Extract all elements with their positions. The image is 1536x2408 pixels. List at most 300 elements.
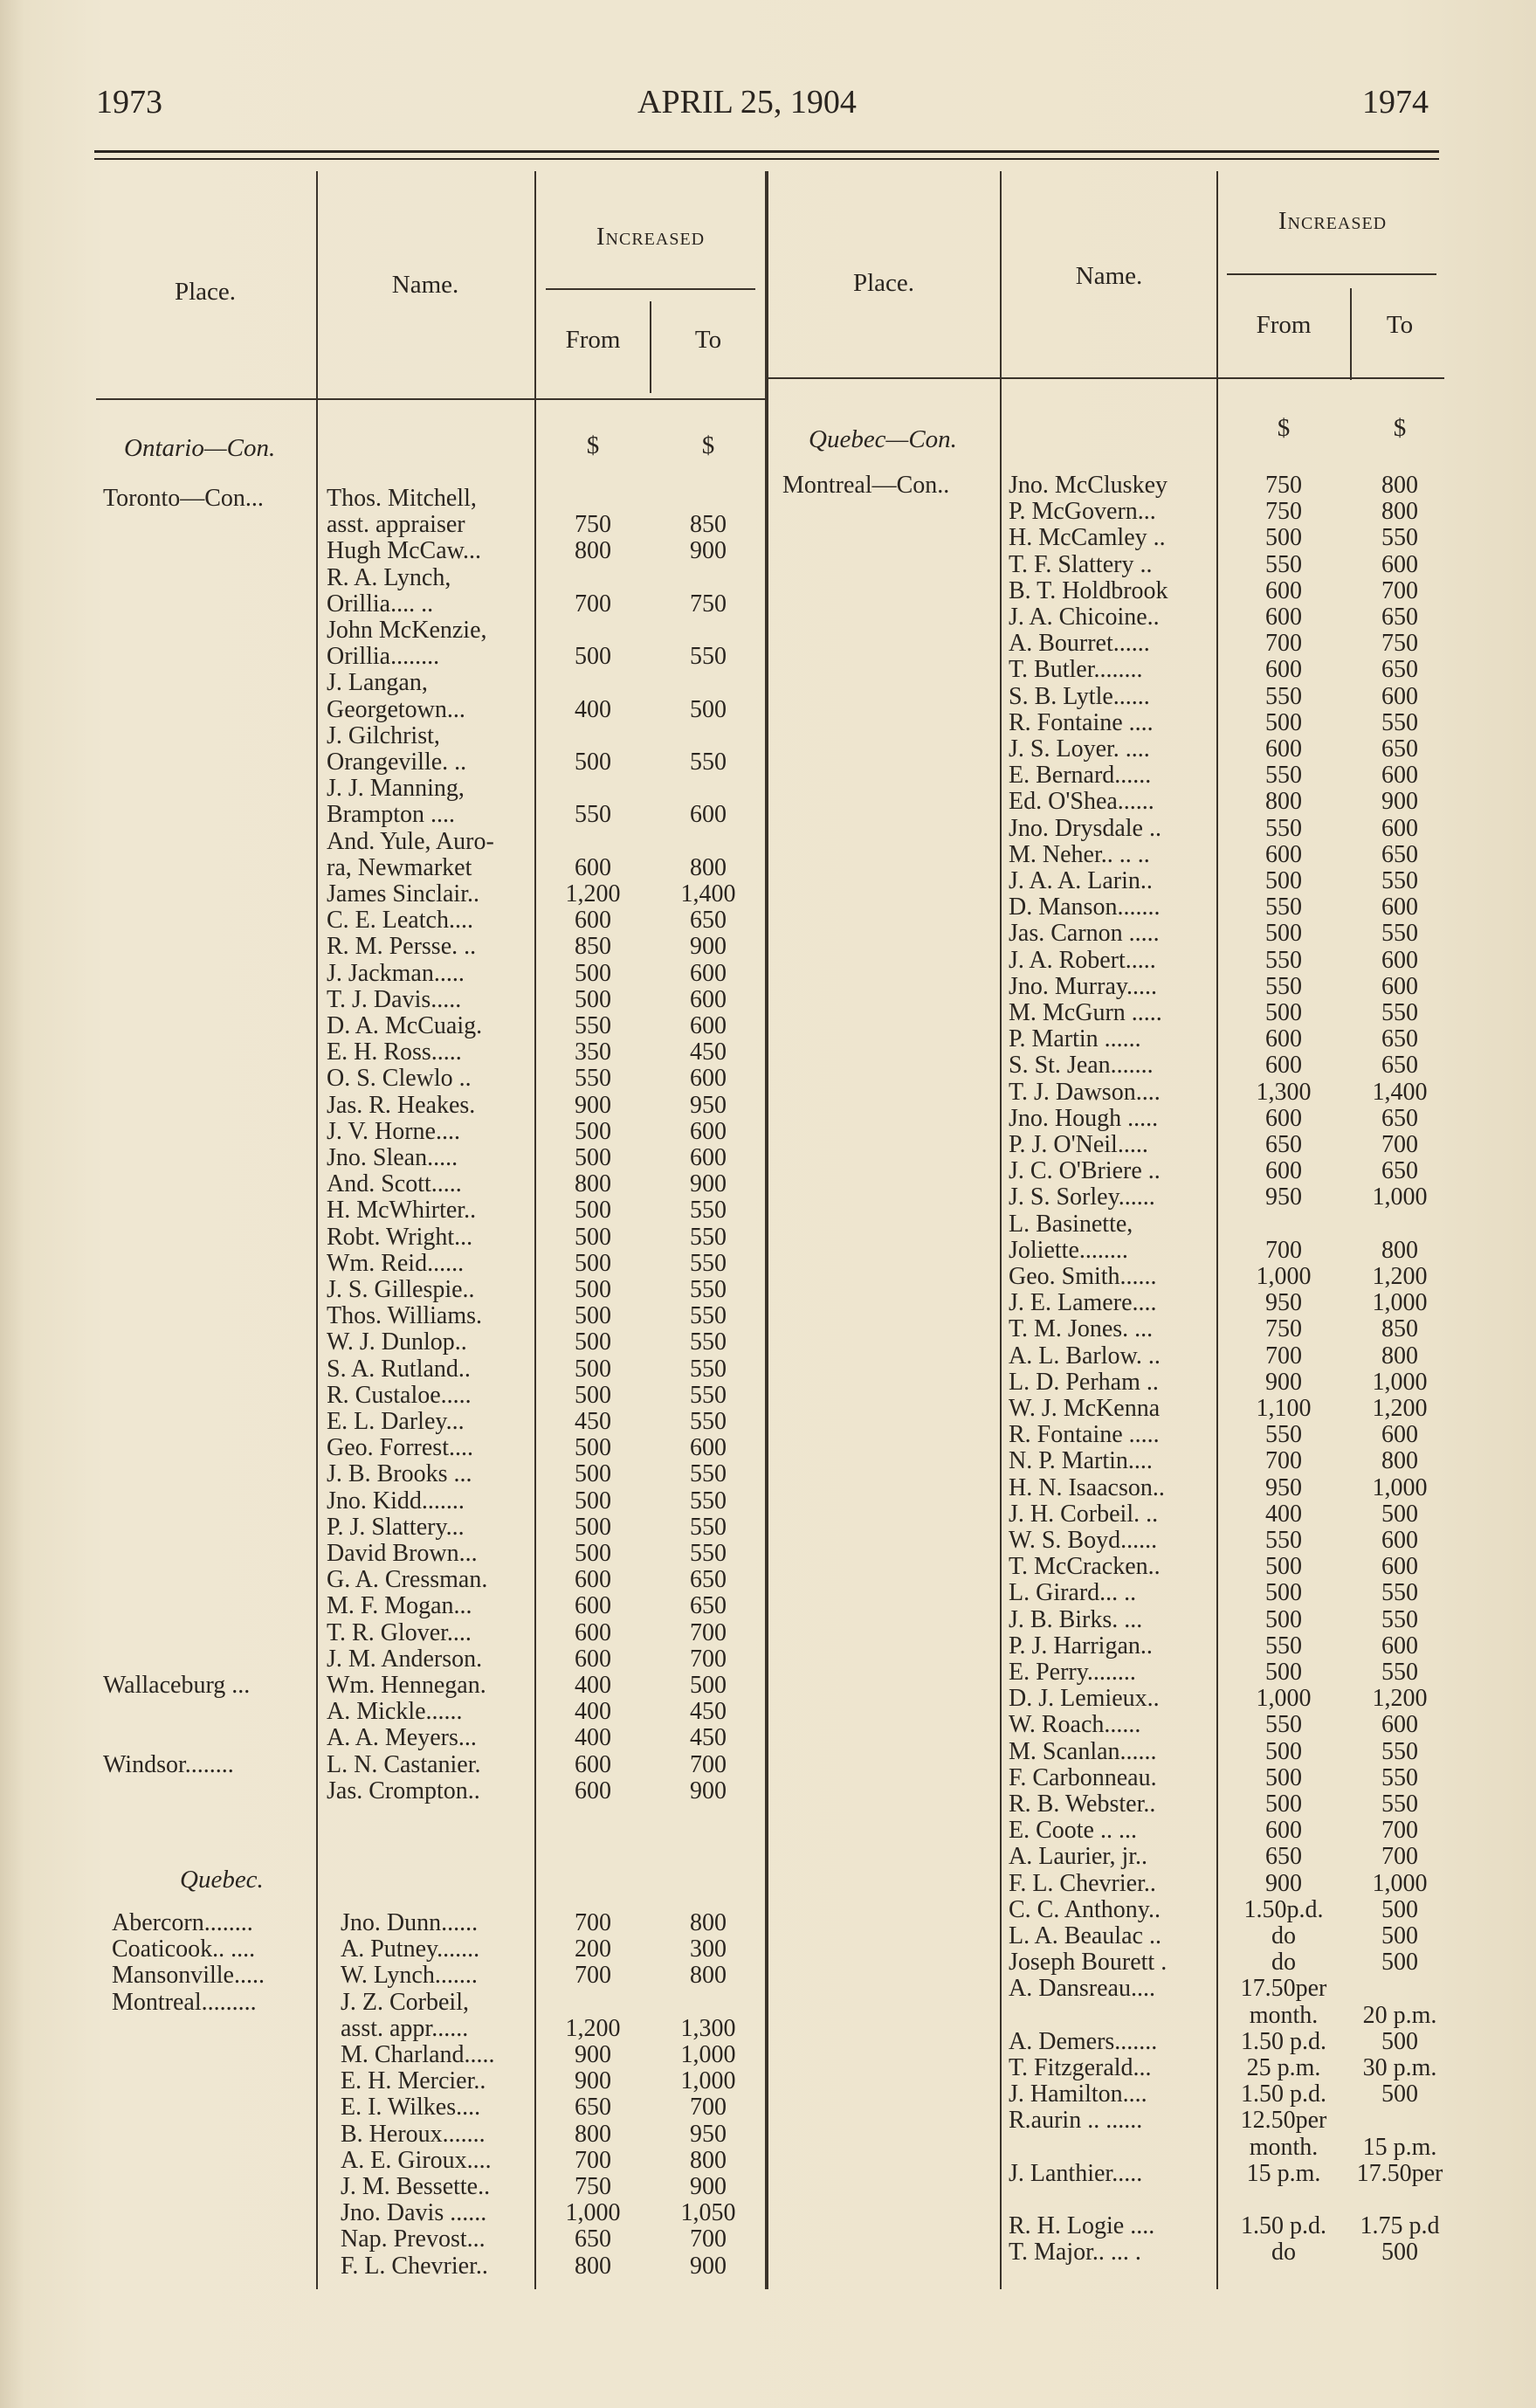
row-to: 550	[1381, 1737, 1418, 1765]
row-to: 550	[1381, 708, 1418, 736]
row-to: 800	[1381, 1236, 1418, 1264]
row-to: 550	[1381, 524, 1418, 552]
row-name: A. Demers.......	[1009, 2027, 1158, 2055]
row-name: J. Langan,	[327, 669, 428, 697]
row-name: R. Fontaine ....	[1009, 708, 1154, 736]
row-from: 500	[1265, 920, 1302, 948]
row-from: 1,200	[565, 880, 621, 907]
row-from: 25 p.m.	[1246, 2054, 1321, 2081]
row-from: 600	[1265, 576, 1302, 604]
table-row	[0, 1474, 1536, 1501]
row-to: 1,050	[680, 2199, 736, 2227]
row-name: J. S. Loyer. ....	[1009, 735, 1150, 762]
row-from: 600	[1265, 656, 1302, 684]
row-name: J. S. Sorley......	[1009, 1183, 1155, 1211]
table-row	[0, 1315, 1536, 1342]
row-from: 600	[1265, 840, 1302, 868]
row-to: 550	[1381, 1763, 1418, 1791]
row-name: L. A. Beaulac ..	[1009, 1922, 1161, 1949]
table-row	[0, 1949, 1536, 1975]
row-name: Jno. Davis ......	[341, 2199, 487, 2227]
row-name: A. Bourret......	[1009, 630, 1150, 658]
table-row	[0, 2028, 1536, 2054]
row-name: A. Mickle......	[327, 1698, 463, 1726]
row-name: T. J. Dawson....	[1009, 1078, 1161, 1106]
table-row	[0, 1685, 1536, 1711]
row-to: 1,000	[1372, 1473, 1428, 1501]
row-to: 550	[690, 1223, 727, 1251]
row-name: R. Fontaine .....	[1009, 1421, 1160, 1449]
row-to: 600	[690, 985, 727, 1013]
row-name: H. McWhirter..	[327, 1197, 477, 1225]
row-to: 500	[1381, 1949, 1418, 1977]
row-name: asst. appraiser	[327, 511, 465, 539]
table-row	[0, 630, 1536, 656]
row-from: 600	[575, 907, 611, 935]
row-from: 400	[1265, 1500, 1302, 1528]
row-from: 550	[1265, 1527, 1302, 1554]
row-from: 500	[575, 1249, 611, 1277]
row-to: 450	[690, 1724, 727, 1752]
row-from: 15 p.m.	[1246, 2159, 1321, 2187]
row-name: J. Jackman.....	[327, 959, 465, 987]
row-to: 800	[1381, 1447, 1418, 1475]
row-from: 700	[1265, 1447, 1302, 1475]
row-from: 750	[575, 2173, 611, 2200]
row-name: asst. appr......	[341, 2014, 469, 2042]
row-name: P. McGovern...	[1009, 498, 1156, 526]
row-to: 800	[690, 1962, 727, 1990]
table-row	[0, 656, 1536, 682]
row-to: 1,000	[680, 2041, 736, 2068]
table-row	[0, 1922, 1536, 1949]
table-row	[0, 867, 1536, 894]
row-name: T. Butler........	[1009, 656, 1143, 684]
row-name: B. Heroux.......	[341, 2120, 486, 2148]
row-name: A. Dansreau....	[1009, 1975, 1155, 2003]
row-to: 1,000	[1372, 1289, 1428, 1317]
table-row	[0, 1131, 1536, 1157]
row-from: 700	[575, 1909, 611, 1936]
row-to: 17.50per	[1356, 2159, 1443, 2187]
row-from: 500	[1265, 1553, 1302, 1581]
row-from: 550	[1265, 762, 1302, 790]
row-to: 900	[690, 2173, 727, 2200]
row-to: 1,400	[1372, 1078, 1428, 1106]
row-from: 600	[575, 1592, 611, 1620]
row-to: 700	[1381, 1817, 1418, 1845]
row-name: Geo. Smith......	[1009, 1263, 1157, 1290]
row-from: 650	[575, 2225, 611, 2253]
row-to: 850	[690, 511, 727, 539]
row-name: B. T. Holdbrook	[1009, 576, 1168, 604]
row-from: 700	[1265, 1342, 1302, 1370]
row-to: 600	[1381, 1632, 1418, 1659]
row-from: 650	[1265, 1131, 1302, 1158]
row-from: 800	[575, 1170, 611, 1198]
row-to: 600	[1381, 894, 1418, 921]
table-row	[0, 1342, 1536, 1369]
row-from: 1,000	[565, 2199, 621, 2227]
row-to: 550	[690, 1513, 727, 1541]
table-row	[0, 1183, 1536, 1210]
left-currency-to: $	[701, 431, 715, 459]
row-name: W. J. McKenna	[1009, 1395, 1161, 1422]
row-to: 600	[690, 1012, 727, 1039]
row-name: J. V. Horne....	[327, 1117, 460, 1145]
row-to: 500	[1381, 1895, 1418, 1923]
row-from: 600	[1265, 1157, 1302, 1185]
table-row	[0, 1817, 1536, 1843]
row-to: 600	[1381, 550, 1418, 578]
row-from: do	[1271, 1922, 1296, 1949]
row-name: T. J. Davis.....	[327, 985, 462, 1013]
row-to: 800	[690, 853, 727, 881]
row-from: 950	[1265, 1473, 1302, 1501]
row-to: 900	[1381, 788, 1418, 816]
row-from: 550	[1265, 814, 1302, 842]
row-to: 550	[690, 1540, 727, 1567]
row-to: 500	[1381, 2239, 1418, 2267]
row-to: 1,200	[1372, 1685, 1428, 1713]
row-to: 650	[1381, 1157, 1418, 1185]
row-to: 650	[690, 1566, 727, 1594]
table-row	[0, 815, 1536, 841]
table-row	[0, 1421, 1536, 1447]
row-from: 400	[575, 695, 611, 723]
row-from: 450	[575, 1408, 611, 1435]
row-to: 700	[1381, 1131, 1418, 1158]
table-row	[0, 1790, 1536, 1817]
row-from: 850	[575, 933, 611, 961]
row-from: 500	[1265, 1790, 1302, 1818]
row-place: Montreal.........	[112, 1988, 257, 2016]
row-name: James Sinclair..	[327, 880, 479, 907]
row-to: 1,000	[1372, 1869, 1428, 1897]
row-from: 800	[575, 537, 611, 565]
row-name: M. Neher.. .. ..	[1009, 840, 1150, 868]
row-name: J. E. Lamere....	[1009, 1289, 1157, 1317]
row-from: 1,100	[1256, 1395, 1312, 1422]
row-to: 30 p.m.	[1362, 2054, 1437, 2081]
row-to: 1,400	[680, 880, 736, 907]
table-row	[0, 973, 1536, 999]
row-name: P. Martin ......	[1009, 1025, 1141, 1053]
row-name: J. H. Corbeil. ..	[1009, 1500, 1159, 1528]
row-to: 600	[1381, 972, 1418, 1000]
left-currency-from: $	[586, 431, 600, 459]
row-from: month.	[1249, 2001, 1319, 2029]
row-name: T. McCracken..	[1009, 1553, 1161, 1581]
row-from: 600	[575, 1645, 611, 1673]
row-from: 500	[575, 1355, 611, 1383]
row-from: 800	[575, 2120, 611, 2148]
row-name: D. Manson.......	[1009, 894, 1161, 921]
row-to: 15 p.m.	[1362, 2133, 1437, 2161]
row-name: M. Charland.....	[341, 2041, 495, 2068]
table-row	[0, 947, 1536, 973]
row-from: 600	[575, 853, 611, 881]
table-row	[0, 1211, 1536, 1237]
row-to: 900	[690, 1777, 727, 1804]
row-from: 600	[1265, 1052, 1302, 1080]
row-from: 500	[1265, 524, 1302, 552]
row-from: 1,000	[1256, 1263, 1312, 1290]
row-to: 900	[690, 2252, 727, 2280]
row-name: P. J. O'Neil.....	[1009, 1131, 1148, 1158]
table-row	[0, 999, 1536, 1025]
row-from: 550	[1265, 550, 1302, 578]
table-row	[0, 2160, 1536, 2186]
right-section-quebec: Quebec—Con.	[809, 425, 957, 453]
table-row	[0, 1105, 1536, 1131]
row-name: Thos. Williams.	[327, 1302, 483, 1330]
table-row	[0, 709, 1536, 735]
row-from: 900	[1265, 1368, 1302, 1396]
row-name: Wm. Hennegan.	[327, 1672, 486, 1699]
row-from: 200	[575, 1935, 611, 1963]
row-to: 500	[690, 695, 727, 723]
row-name: J. M. Anderson.	[327, 1645, 483, 1673]
table-row	[0, 1579, 1536, 1605]
row-from: 550	[1265, 682, 1302, 710]
row-from: 900	[1265, 1869, 1302, 1897]
table-row	[0, 894, 1536, 920]
row-from: 500	[1265, 1737, 1302, 1765]
table-row	[0, 1052, 1536, 1078]
row-to: 500	[1381, 1500, 1418, 1528]
row-from: 750	[1265, 472, 1302, 499]
row-from: 1,300	[1256, 1078, 1312, 1106]
row-from: 550	[1265, 1711, 1302, 1739]
row-name: L. N. Castanier.	[327, 1750, 481, 1778]
row-from: 350	[575, 1038, 611, 1066]
row-place: Mansonville.....	[112, 1962, 265, 1990]
row-name: C. E. Leatch....	[327, 907, 473, 935]
row-name: Jno. Slean.....	[327, 1144, 458, 1171]
row-from: 500	[575, 1381, 611, 1409]
row-place: Abercorn........	[112, 1909, 253, 1936]
row-name: T. Major.. ... .	[1009, 2239, 1141, 2267]
row-name: Robt. Wright...	[327, 1223, 473, 1251]
row-name: David Brown...	[327, 1540, 478, 1567]
row-name: W. S. Boyd......	[1009, 1527, 1158, 1554]
row-from: 500	[575, 1302, 611, 1330]
row-name: And. Scott.....	[327, 1170, 462, 1198]
table-row	[0, 2134, 1536, 2160]
row-name: Orangeville. ..	[327, 749, 467, 776]
row-from: 500	[1265, 708, 1302, 736]
row-to: 550	[690, 1328, 727, 1356]
row-from: 1,000	[1256, 1685, 1312, 1713]
row-name: F. L. Chevrier..	[1009, 1869, 1156, 1897]
row-name: R. M. Persse. ..	[327, 933, 477, 961]
row-to: 650	[1381, 604, 1418, 631]
row-name: E. L. Darley...	[327, 1408, 465, 1435]
right-increased-rule	[1227, 273, 1436, 275]
row-name: G. A. Cressman.	[327, 1566, 488, 1594]
left-col-increased: Increased	[596, 223, 706, 251]
row-name: A. E. Giroux....	[341, 2146, 492, 2174]
table-row	[0, 1395, 1536, 1421]
row-to: 550	[1381, 999, 1418, 1026]
row-to: 650	[1381, 1104, 1418, 1132]
row-name: Joseph Bourett .	[1009, 1949, 1167, 1977]
row-from: 500	[575, 643, 611, 671]
row-to: 550	[690, 1460, 727, 1488]
row-from: 500	[575, 1540, 611, 1567]
right-currency-from: $	[1277, 414, 1291, 442]
row-to: 550	[690, 1249, 727, 1277]
row-name: W. J. Dunlop..	[327, 1328, 467, 1356]
right-col-to: To	[1386, 311, 1414, 339]
right-col-from: From	[1256, 311, 1312, 339]
row-to: 650	[690, 907, 727, 935]
row-place: Montreal—Con..	[782, 472, 950, 499]
row-from: 550	[575, 1065, 611, 1093]
table-row	[0, 1711, 1536, 1737]
row-place: Windsor........	[103, 1750, 234, 1778]
row-from: do	[1271, 2239, 1296, 2267]
table-row	[0, 1764, 1536, 1790]
table-row	[0, 472, 1536, 498]
row-to: 600	[690, 1144, 727, 1171]
row-to: 550	[1381, 1790, 1418, 1818]
row-to: 600	[1381, 1527, 1418, 1554]
left-page-number: 1973	[96, 84, 162, 121]
row-name: E. Bernard......	[1009, 762, 1152, 790]
row-to: 700	[690, 1750, 727, 1778]
row-from: 500	[575, 1197, 611, 1225]
row-to: 650	[1381, 735, 1418, 762]
row-to: 600	[1381, 1711, 1418, 1739]
table-row	[0, 1025, 1536, 1052]
row-to: 700	[1381, 1843, 1418, 1871]
row-to: 1,300	[680, 2014, 736, 2042]
row-name: R.aurin .. ......	[1009, 2107, 1143, 2135]
table-row	[0, 1447, 1536, 1473]
row-name: A. A. Meyers...	[327, 1724, 477, 1752]
row-from: 400	[575, 1672, 611, 1699]
row-name: S. A. Rutland..	[327, 1355, 471, 1383]
row-to: 600	[690, 1117, 727, 1145]
table-row	[0, 1157, 1536, 1183]
row-to: 1,200	[1372, 1395, 1428, 1422]
row-from: 950	[1265, 1289, 1302, 1317]
row-name: Jas. Carnon .....	[1009, 920, 1160, 948]
row-name: A. L. Barlow. ..	[1009, 1342, 1161, 1370]
row-to: 600	[1381, 1553, 1418, 1581]
row-to: 600	[690, 801, 727, 829]
left-col-name: Name.	[391, 271, 459, 299]
page-title: APRIL 25, 1904	[637, 84, 857, 121]
row-from: 600	[575, 1777, 611, 1804]
row-to: 600	[1381, 682, 1418, 710]
row-name: D. J. Lemieux..	[1009, 1685, 1160, 1713]
row-from: 550	[1265, 1421, 1302, 1449]
row-name: E. Coote .. ...	[1009, 1817, 1137, 1845]
row-name: N. P. Martin....	[1009, 1447, 1153, 1475]
row-name: ra, Newmarket	[327, 853, 472, 881]
row-name: H. N. Isaacson..	[1009, 1473, 1165, 1501]
row-to: 600	[690, 959, 727, 987]
row-to: 800	[690, 1909, 727, 1936]
header-rule-top	[94, 150, 1439, 153]
row-to: 600	[1381, 1421, 1418, 1449]
table-row	[0, 2239, 1536, 2265]
row-name: R. B. Webster..	[1009, 1790, 1156, 1818]
table-row	[0, 1896, 1536, 1922]
row-to: 550	[690, 1487, 727, 1514]
row-name: Georgetown...	[327, 695, 465, 723]
row-from: 500	[575, 1276, 611, 1303]
row-name: J. Z. Corbeil,	[341, 1988, 469, 2016]
row-place: Toronto—Con...	[103, 485, 264, 512]
row-name: F. L. Chevrier..	[341, 2252, 488, 2280]
row-to: 550	[690, 1197, 727, 1225]
row-name: S. B. Lytle......	[1009, 682, 1150, 710]
row-name: J. B. Birks. ...	[1009, 1605, 1143, 1633]
row-name: Thos. Mitchell,	[327, 485, 477, 512]
row-from: 700	[1265, 630, 1302, 658]
row-name: Jno. Murray.....	[1009, 972, 1158, 1000]
row-name: J. Gilchrist,	[327, 721, 440, 749]
row-name: R. H. Logie ....	[1009, 2212, 1155, 2240]
row-name: E. Perry........	[1009, 1659, 1136, 1686]
table-row	[0, 2212, 1536, 2239]
table-row	[0, 2080, 1536, 2107]
table-row	[0, 1738, 1536, 1764]
row-from: 1,200	[565, 2014, 621, 2042]
row-name: M. F. Mogan...	[327, 1592, 472, 1620]
row-name: J. J. Manning,	[327, 775, 465, 803]
table-row	[0, 1369, 1536, 1395]
row-to: 650	[1381, 840, 1418, 868]
row-to: 800	[1381, 1342, 1418, 1370]
row-from: 550	[1265, 946, 1302, 974]
row-to: 700	[690, 1645, 727, 1673]
row-from: 17.50per	[1240, 1975, 1327, 2003]
row-from: 750	[1265, 498, 1302, 526]
row-from: 500	[575, 1513, 611, 1541]
row-name: Jno. Drysdale ..	[1009, 814, 1161, 842]
row-to: 950	[690, 1091, 727, 1119]
row-name: John McKenzie,	[327, 617, 487, 644]
row-from: 600	[1265, 735, 1302, 762]
row-name: W. Lynch.......	[341, 1962, 478, 1990]
row-to: 550	[1381, 1579, 1418, 1607]
row-to: 1.75 p.d	[1360, 2212, 1440, 2240]
table-row	[0, 735, 1536, 762]
row-from: 500	[1265, 1605, 1302, 1633]
row-from: 600	[575, 1618, 611, 1646]
row-to: 500	[1381, 1922, 1418, 1949]
row-name: P. J. Harrigan..	[1009, 1632, 1153, 1659]
row-from: 400	[575, 1724, 611, 1752]
row-name: R. A. Lynch,	[327, 563, 451, 591]
row-name: J. A. Chicoine..	[1009, 604, 1160, 631]
row-to: 750	[1381, 630, 1418, 658]
table-row	[0, 551, 1536, 577]
row-name: A. Putney.......	[341, 1935, 480, 1963]
row-from: 500	[575, 1144, 611, 1171]
row-name: J. A. Robert.....	[1009, 946, 1156, 974]
row-to: 550	[690, 1381, 727, 1409]
table-row	[0, 1527, 1536, 1553]
right-col-place: Place.	[852, 269, 915, 297]
row-to: 700	[690, 2094, 727, 2122]
row-from: 550	[1265, 1632, 1302, 1659]
